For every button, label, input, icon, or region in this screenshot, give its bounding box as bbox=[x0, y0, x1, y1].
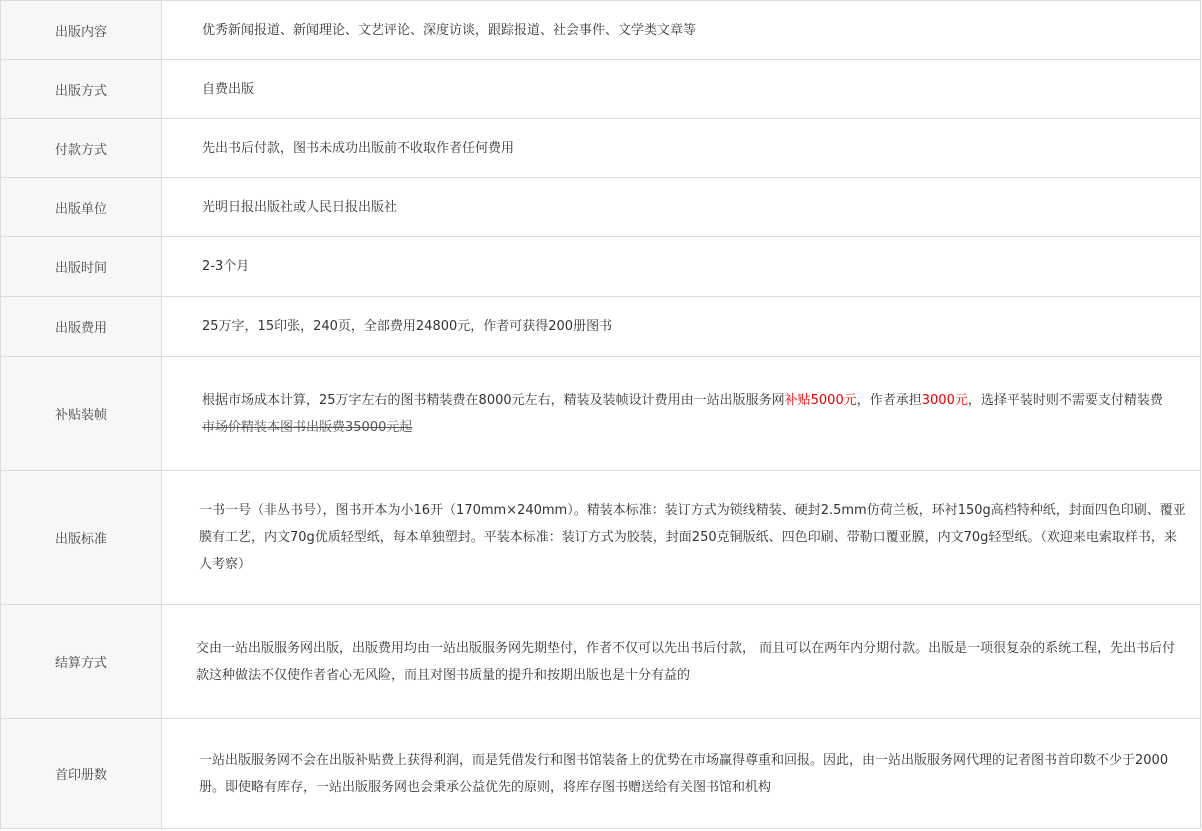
table-row bbox=[1, 471, 1201, 605]
row-value-settlement: 交由一站出版服务网出版，出版费用均由一站出版服务网先期垫付，作者不仅可以先出书后付款， 而且可以在两年内分期付款。出版是一项很复杂的系统工程，先出书后付款这种做法不仅使作者省心无风险，而且对图书质量的提升和按期出版也是十分有益的 bbox=[162, 605, 1201, 719]
row-label-publisher: 出版单位 bbox=[1, 178, 162, 237]
row-label-payment: 付款方式 bbox=[1, 119, 162, 178]
row-value-cost: 25万字，15印张，240页，全部费用24800元，作者可获得200册图书 bbox=[162, 297, 1201, 357]
table-row bbox=[1, 60, 1201, 119]
row-value-payment: 先出书后付款，图书未成功出版前不收取作者任何费用 bbox=[162, 119, 1201, 178]
row-value-standard: 一书一号（非丛书号），图书开本为小16开（170mm×240mm）。精装本标准：装订方式为锁线精装、硬封2.5mm仿荷兰板，环衬150g高档特种纸，封面四色印刷、覆亚膜有工艺，内文70g优质轻型纸，每本单独塑封。平装本标准：装订方式为胶装，封面250克铜版纸、四色印刷、带勒口覆亚膜，内文70g轻型纸。（欢迎来电索取样书，来人考察） bbox=[162, 471, 1201, 605]
row-label-settlement: 结算方式 bbox=[1, 605, 162, 719]
row-label-time: 出版时间 bbox=[1, 237, 162, 297]
table-row bbox=[1, 1, 1201, 60]
row-value-subsidy bbox=[162, 357, 1201, 471]
author-cost-amount: 3000元 bbox=[921, 392, 968, 408]
row-value-publisher: 光明日报出版社或人民日报出版社 bbox=[162, 178, 1201, 237]
subsidy-amount: 补贴5000元 bbox=[784, 392, 857, 408]
row-label-subsidy: 补贴装帧 bbox=[1, 357, 162, 471]
subsidy-text: ，选择平装时则不需要支付精装费 bbox=[967, 392, 1163, 408]
subsidy-text: ，作者承担 bbox=[856, 392, 922, 408]
table-row bbox=[1, 297, 1201, 357]
subsidy-text: 根据市场成本计算，25万字左右的图书精装费在8000元左右，精装及装帧设计费用由一站出版服务网 bbox=[202, 392, 785, 408]
market-price-strikethrough: 市场价精装本图书出版费35000元起 bbox=[202, 419, 413, 435]
row-value-print-run: 一站出版服务网不会在出版补贴费上获得利润，而是凭借发行和图书馆装备上的优势在市场赢得尊重和回报。因此，由一站出版服务网代理的记者图书首印数不少于2000册。即使略有库存，一站出版服务网也会秉承公益优先的原则，将库存图书赠送给有关图书馆和机构 bbox=[162, 719, 1201, 829]
row-label-standard: 出版标准 bbox=[1, 471, 162, 605]
row-label-content: 出版内容 bbox=[1, 1, 162, 60]
table-row bbox=[1, 237, 1201, 297]
row-value-time: 2-3个月 bbox=[162, 237, 1201, 297]
row-label-method: 出版方式 bbox=[1, 60, 162, 119]
table-row bbox=[1, 605, 1201, 719]
row-label-cost: 出版费用 bbox=[1, 297, 162, 357]
row-value-content: 优秀新闻报道、新闻理论、文艺评论、深度访谈，跟踪报道、社会事件、文学类文章等 bbox=[162, 1, 1201, 60]
table-row bbox=[1, 357, 1201, 471]
table-row bbox=[1, 719, 1201, 829]
row-label-print-run: 首印册数 bbox=[1, 719, 162, 829]
table-row bbox=[1, 119, 1201, 178]
table-row bbox=[1, 178, 1201, 237]
row-value-method: 自费出版 bbox=[162, 60, 1201, 119]
